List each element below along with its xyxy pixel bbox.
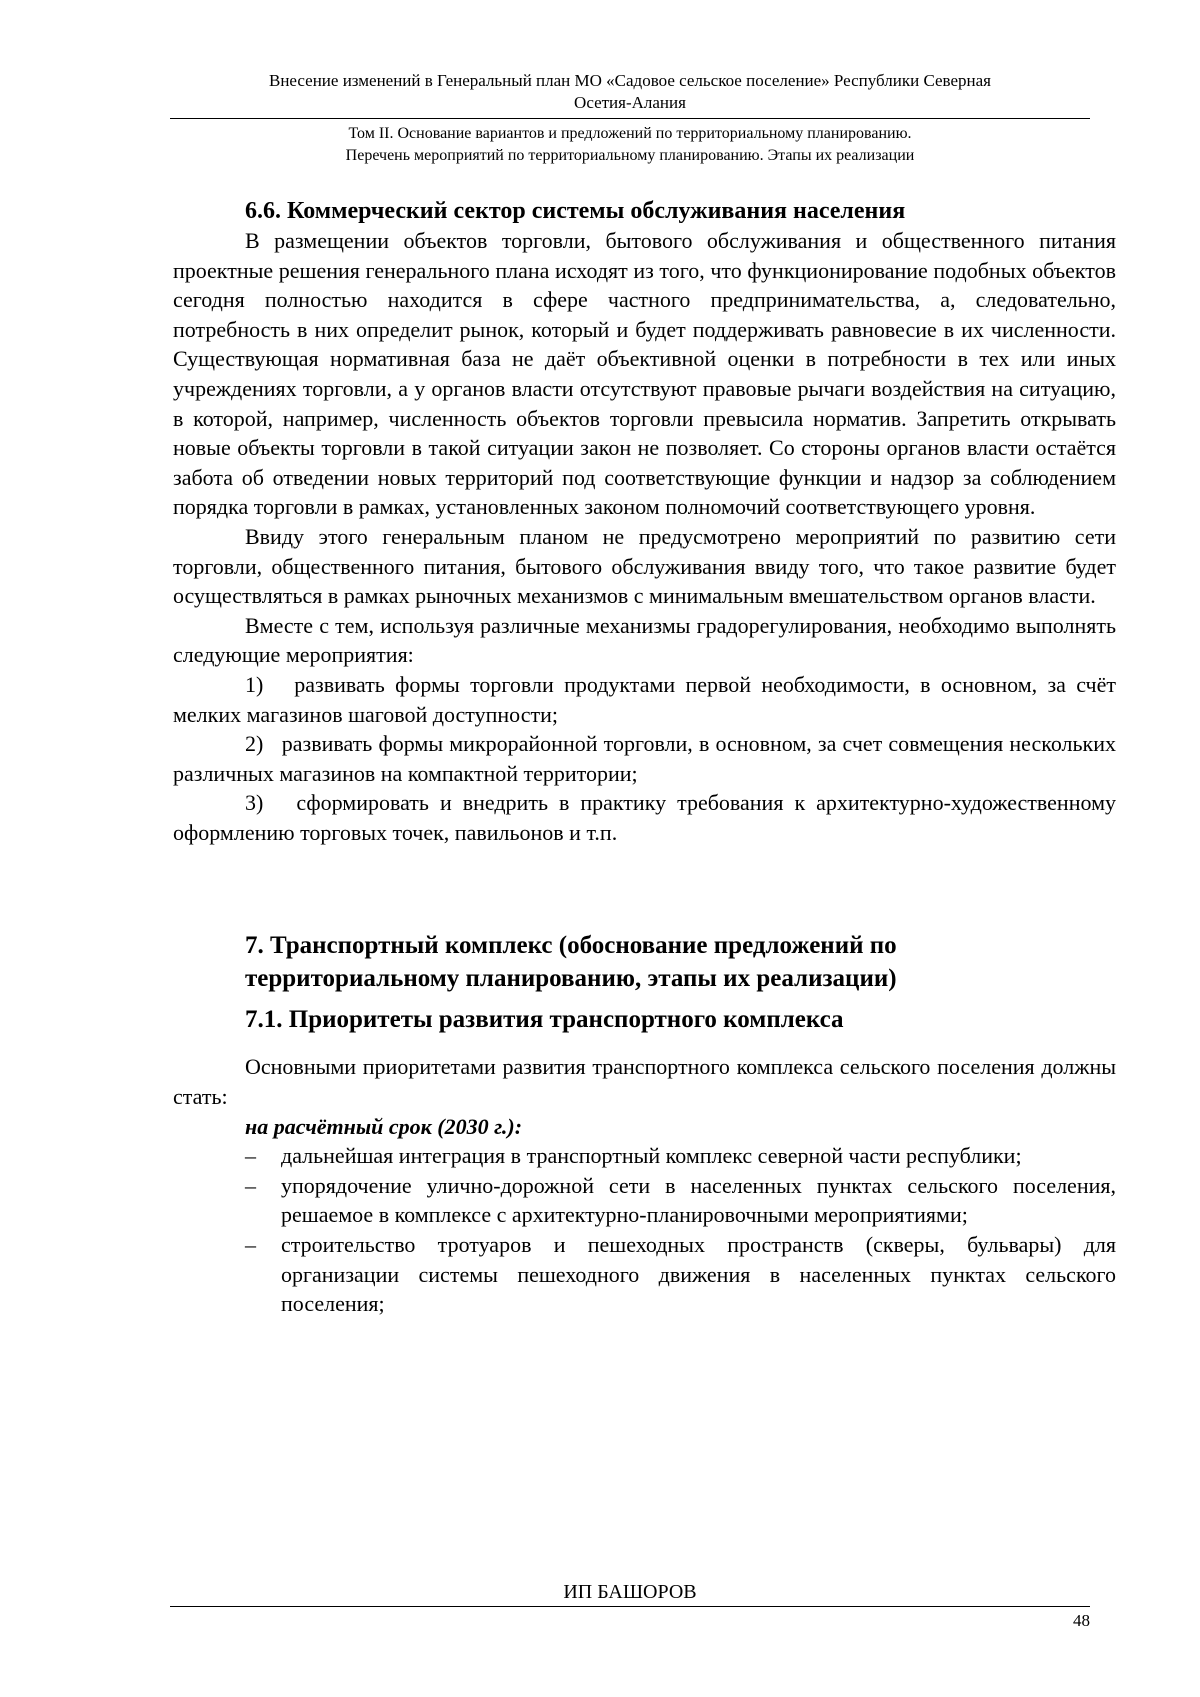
numbered-item: 1) развивать формы торговли продуктами первой необходимости, в основном, за счёт мелких магазинов шаговой доступности; xyxy=(173,671,1116,727)
priority-list xyxy=(173,1141,1116,1319)
list-item-text: строительство тротуаров и пешеходных пространств (скверы, бульвары) для организации системы пешеходного движения в населенных пунктах сельского поселения; xyxy=(281,1232,1116,1317)
running-subheader xyxy=(170,123,1090,167)
page-number: 48 xyxy=(1073,1611,1090,1630)
header-line-1: Внесение изменений в Генеральный план МО «Садовое сельское поселение» Республики Северная xyxy=(269,71,991,90)
list-item xyxy=(173,1171,1116,1230)
running-header xyxy=(170,70,1090,114)
list-item xyxy=(173,1141,1116,1171)
list-item-text: упорядочение улично-дорожной сети в населенных пунктах сельского поселения, решаемое в комплексе с архитектурно-планировочными мероприятиями; xyxy=(281,1172,1116,1228)
dash-bullet: – xyxy=(245,1232,256,1258)
section-gap xyxy=(173,847,1116,929)
section-7-heading-line-2: территориальному планированию, этапы их реализации) xyxy=(245,965,897,993)
footer-divider xyxy=(170,1606,1090,1607)
paragraph: Вместе с тем, используя различные механизмы градорегулирования, необходимо выполнять следующие мероприятия: xyxy=(173,612,1116,668)
list-item-text: дальнейшая интеграция в транспортный комплекс северной части республики; xyxy=(281,1143,1022,1169)
term-label: на расчётный срок (2030 г.): xyxy=(245,1113,523,1139)
dash-bullet: – xyxy=(245,1172,256,1198)
page-body xyxy=(173,196,1116,1319)
section-7-heading xyxy=(245,929,1116,995)
numbered-item: 3) сформировать и внедрить в практику требования к архитектурно-художественному оформлению торговых точек, павильонов и т.п. xyxy=(173,790,1116,845)
dash-bullet: – xyxy=(245,1143,256,1169)
header-line-2: Осетия-Алания xyxy=(574,93,686,112)
footer-author: ИП БАШОРОВ xyxy=(563,1581,697,1603)
paragraph: Ввиду этого генеральным планом не предусмотрено мероприятий по развитию сети торговли, общественного питания, бытового обслуживания ввиду того, что такое развитие будет осуществляться в рамках рыночных механизмов с минимальным вмешательством органов власти. xyxy=(173,523,1116,609)
section-gap xyxy=(173,1036,1116,1052)
header-divider xyxy=(170,118,1090,119)
paragraph: В размещении объектов торговли, бытового обслуживания и общественного питания проектные решения генерального плана исходят из того, что функционирование подобных объектов сегодня полностью находится в сфере частного предпринимательства, а, следовательно, потребность в них определит рынок, который и будет поддерживать равновесие в их численности. Существующая нормативная база не даёт объективной оценки в потребности в тех или иных учреждениях торговли, а у органов власти отсутствуют правовые рычаги воздействия на ситуацию, в которой, например, численность объектов торговли превысила норматив. Запретить открывать новые объекты торговли в такой ситуации закон не позволяет. Со стороны органов власти остаётся забота об отведении новых территорий под соответствующие функции и надзор за соблюдением порядка торговли в рамках, установленных законом полномочий соответствующего уровня. xyxy=(173,228,1116,520)
subheader-line-1: Том II. Основание вариантов и предложений по территориальному планированию. xyxy=(348,125,912,142)
section-7-1-heading: 7.1. Приоритеты развития транспортного комплекса xyxy=(245,1006,844,1034)
numbered-item: 2) развивать формы микрорайонной торговли, в основном, за счет совмещения нескольких различных магазинов на компактной территории; xyxy=(173,731,1116,786)
section-6-6-heading: 6.6. Коммерческий сектор системы обслуживания населения xyxy=(245,198,906,224)
section-7-heading-line-1: 7. Транспортный комплекс (обоснование предложений по xyxy=(245,932,897,960)
paragraph: Основными приоритетами развития транспортного комплекса сельского поселения должны стать: xyxy=(173,1054,1116,1110)
list-item xyxy=(173,1230,1116,1319)
subheader-line-2: Перечень мероприятий по территориальному планированию. Этапы их реализации xyxy=(345,147,915,164)
